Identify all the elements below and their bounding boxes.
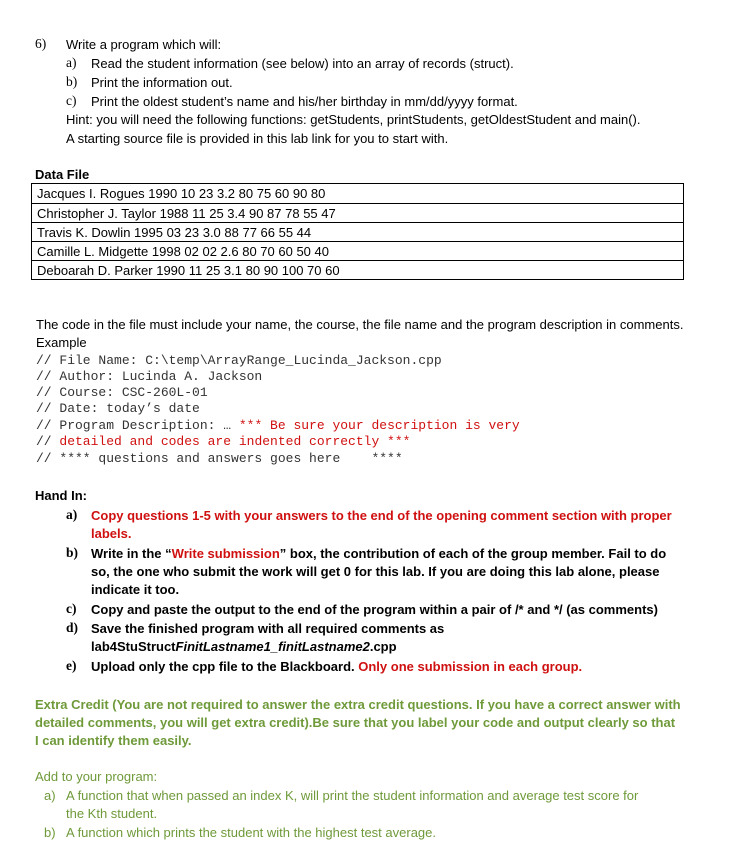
table-row [32, 203, 683, 223]
table-cell: Jacques I. Rogues 1990 10 23 3.2 80 75 60 90 80 [37, 186, 326, 201]
item-label: a) [66, 55, 77, 70]
extra-item-cont: the Kth student. [66, 806, 158, 821]
code-highlight: detailed and codes are indented correctly *** [59, 434, 411, 449]
text-span: Write in the “ [91, 546, 172, 561]
data-file-table [31, 183, 684, 280]
code-line: // Course: CSC-260L-01 [36, 385, 208, 400]
hand-in-d-filename [91, 639, 397, 655]
hand-in-a: Copy questions 1-5 with your answers to the end of the opening comment section with proper [91, 508, 672, 523]
code-text: // [36, 434, 60, 449]
data-file-heading: Data File [35, 167, 90, 182]
question-title: Write a program which will: [66, 37, 222, 52]
code-line [36, 418, 520, 434]
item-label: b) [44, 825, 56, 840]
extra-item: A function that when passed an index K, will print the student information and average test score for [66, 788, 639, 803]
table-row [32, 260, 683, 280]
code-line: // Date: today’s date [36, 401, 200, 416]
item-label: b) [66, 545, 79, 560]
item-text: Print the information out. [91, 75, 233, 90]
highlight-span: Write submission [171, 546, 280, 561]
table-row [32, 222, 683, 242]
hand-in-b-cont: so, the one who submit the work will get 0 for this lab. If you are doing this lab alone, please [91, 564, 660, 579]
text-span: .cpp [369, 639, 397, 654]
extra-credit-line: I can identify them easily. [35, 733, 192, 748]
table-cell: Deboarah D. Parker 1990 11 25 3.1 80 90 100 70 60 [37, 263, 340, 278]
code-line: // Author: Lucinda A. Jackson [36, 369, 263, 384]
table-cell: Travis K. Dowlin 1995 03 23 3.0 88 77 66 55 44 [37, 225, 312, 240]
hand-in-e [91, 659, 582, 675]
item-label: a) [44, 788, 56, 803]
code-line [36, 434, 410, 450]
item-label: d) [66, 620, 79, 635]
item-label: c) [66, 601, 77, 616]
comments-intro: The code in the file must include your name, the course, the file name and the program description in comments. Example [36, 317, 684, 350]
extra-item: A function which prints the student with the highest test average. [66, 825, 436, 840]
hand-in-c: Copy and paste the output to the end of the program within a pair of /* and */ (as comments) [91, 602, 658, 617]
table-row [32, 184, 683, 203]
highlight-span: Only one submission in each group. [358, 659, 583, 674]
item-text: Read the student information (see below) into an array of records (struct). [91, 56, 514, 71]
hand-in-a-cont: labels. [91, 526, 132, 541]
table-cell: Christopher J. Taylor 1988 11 25 3.4 90 87 78 55 47 [37, 206, 336, 221]
code-highlight: *** Be sure your description is very [238, 418, 520, 433]
item-label: c) [66, 93, 77, 108]
item-label: a) [66, 507, 78, 522]
item-label: e) [66, 658, 77, 673]
question-number: 6) [35, 36, 47, 51]
extra-credit-line: Extra Credit (You are not required to answer the extra credit questions. If you have a correct answer with [35, 697, 681, 712]
item-label: b) [66, 74, 78, 89]
hand-in-d: Save the finished program with all required comments as [91, 621, 445, 636]
add-heading: Add to your program: [35, 769, 158, 784]
code-line: // File Name: C:\temp\ArrayRange_Lucinda_Jackson.cpp [36, 353, 442, 368]
hand-in-b [91, 546, 666, 562]
code-line: // **** questions and answers goes here **** [36, 451, 403, 466]
extra-credit-line: detailed comments, you will get extra credit).Be sure that you label your code and output clearly so that [35, 715, 676, 730]
item-text: Print the oldest student’s name and his/her birthday in mm/dd/yyyy format. [91, 94, 518, 109]
text-span: lab4StuStruct [91, 639, 176, 654]
hint-line: Hint: you will need the following functions: getStudents, printStudents, getOldestStudent and main(). [66, 112, 641, 127]
hand-in-b-cont: indicate it too. [91, 582, 180, 597]
hand-in-heading: Hand In: [35, 488, 87, 503]
table-cell: Camille L. Midgette 1998 02 02 2.6 80 70 60 50 40 [37, 244, 329, 259]
table-row [32, 241, 683, 261]
code-text: // Program Description: … [36, 418, 239, 433]
italic-span: FinitLastname1_finitLastname2 [175, 639, 370, 654]
text-span: Upload only the cpp file to the Blackboard. [91, 659, 359, 674]
text-span: ” box, the contribution of each of the group member. Fail to do [279, 546, 667, 561]
hint-line: A starting source file is provided in this lab link for you to start with. [66, 131, 449, 146]
